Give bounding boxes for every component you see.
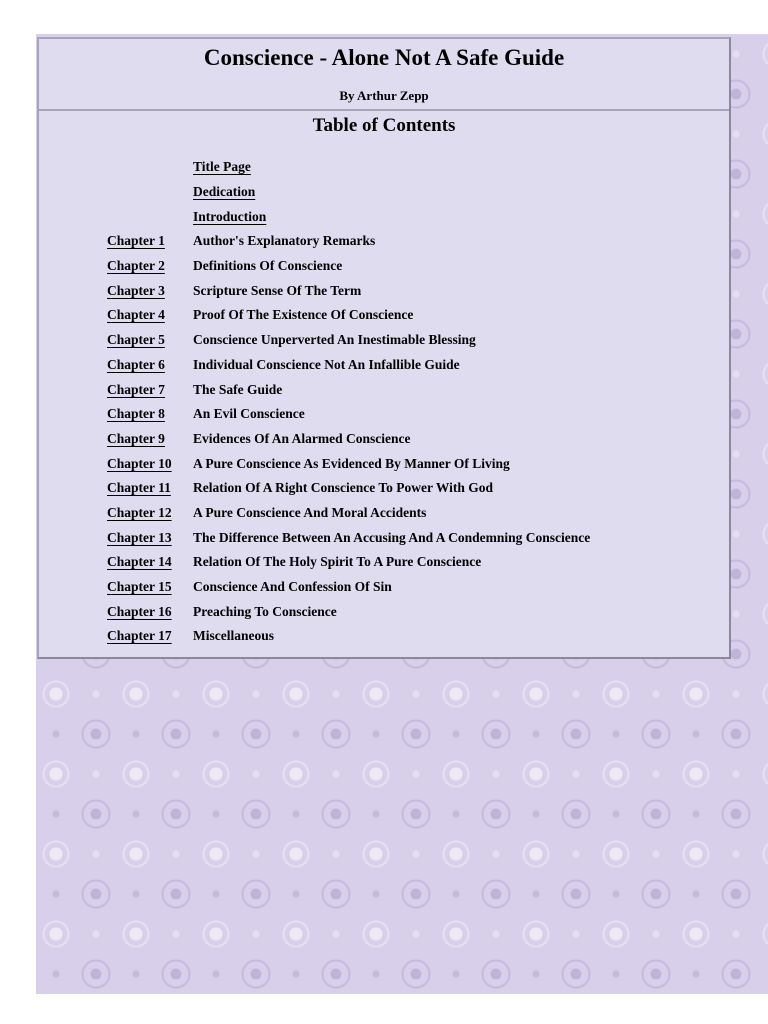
chapter-link[interactable]: Chapter 9 — [107, 430, 165, 446]
toc-row-chapter — [107, 328, 590, 353]
toc-title-cell — [193, 204, 590, 229]
toc-title-cell — [193, 180, 590, 205]
toc-num-cell — [107, 254, 193, 279]
chapter-title: Definitions Of Conscience — [193, 258, 343, 274]
chapter-link[interactable]: Chapter 13 — [107, 529, 172, 545]
chapter-title: Miscellaneous — [193, 628, 274, 644]
chapter-link[interactable]: Chapter 17 — [107, 628, 172, 644]
toc-row-chapter — [107, 550, 590, 575]
toc-num-cell — [107, 476, 193, 501]
toc-row-chapter — [107, 599, 590, 624]
toc-num-cell — [107, 402, 193, 427]
chapter-title: A Pure Conscience As Evidenced By Manner Of Living — [193, 455, 510, 471]
chapter-title: Scripture Sense Of The Term — [193, 282, 362, 298]
front-matter-link[interactable]: Title Page — [193, 159, 251, 175]
toc-row-chapter — [107, 254, 590, 279]
chapter-link[interactable]: Chapter 11 — [107, 480, 171, 496]
toc-num-cell — [107, 451, 193, 476]
toc-row-chapter — [107, 476, 590, 501]
chapter-title: The Safe Guide — [193, 381, 283, 397]
toc-row-chapter — [107, 229, 590, 254]
toc-row-chapter — [107, 402, 590, 427]
chapter-title: Evidences Of An Alarmed Conscience — [193, 430, 411, 446]
toc-num-empty — [107, 204, 193, 229]
chapter-link[interactable]: Chapter 3 — [107, 282, 165, 298]
toc-row-chapter — [107, 427, 590, 452]
chapter-link[interactable]: Chapter 10 — [107, 455, 172, 471]
toc-num-cell — [107, 328, 193, 353]
chapter-link[interactable]: Chapter 8 — [107, 406, 165, 422]
toc-row-chapter — [107, 303, 590, 328]
chapter-link[interactable]: Chapter 6 — [107, 356, 165, 372]
toc-row-front-matter — [107, 180, 590, 205]
toc-title-cell — [193, 155, 590, 180]
chapter-link[interactable]: Chapter 12 — [107, 504, 172, 520]
chapter-title: Conscience Unperverted An Inestimable Blessing — [193, 332, 476, 348]
chapter-title: Individual Conscience Not An Infallible Guide — [193, 356, 460, 372]
toc-num-cell — [107, 624, 193, 649]
toc-row-chapter — [107, 353, 590, 378]
chapter-title: The Difference Between An Accusing And A Condemning Conscience — [193, 529, 591, 545]
chapter-link[interactable]: Chapter 14 — [107, 554, 172, 570]
toc-row-front-matter — [107, 204, 590, 229]
toc-row-chapter — [107, 501, 590, 526]
author-line: By Arthur Zepp — [339, 88, 429, 103]
toc-heading: Table of Contents — [312, 115, 456, 136]
toc-num-empty — [107, 155, 193, 180]
chapter-link[interactable]: Chapter 7 — [107, 381, 165, 397]
chapter-link[interactable]: Chapter 5 — [107, 332, 165, 348]
chapter-link[interactable]: Chapter 16 — [107, 603, 172, 619]
book-title: Conscience - Alone Not A Safe Guide — [203, 45, 565, 70]
chapter-title: A Pure Conscience And Moral Accidents — [193, 504, 427, 520]
toc-row-chapter — [107, 451, 590, 476]
chapter-title: Preaching To Conscience — [193, 603, 337, 619]
chapter-title: An Evil Conscience — [193, 406, 305, 422]
toc-num-cell — [107, 525, 193, 550]
toc-table — [107, 155, 590, 649]
chapter-title: Proof Of The Existence Of Conscience — [193, 307, 414, 323]
toc-num-cell — [107, 427, 193, 452]
toc-num-cell — [107, 353, 193, 378]
chapter-link[interactable]: Chapter 15 — [107, 579, 172, 595]
table-of-contents — [39, 111, 729, 657]
chapter-title: Author's Explanatory Remarks — [193, 233, 376, 249]
toc-row-chapter — [107, 624, 590, 649]
content-panel — [37, 37, 731, 659]
toc-row-chapter — [107, 525, 590, 550]
toc-row-chapter — [107, 278, 590, 303]
chapter-title: Conscience And Confession Of Sin — [193, 579, 392, 595]
chapter-title: Relation Of A Right Conscience To Power With God — [193, 480, 494, 496]
toc-num-cell — [107, 599, 193, 624]
chapter-link[interactable]: Chapter 2 — [107, 258, 165, 274]
toc-row-front-matter — [107, 155, 590, 180]
chapter-link[interactable]: Chapter 4 — [107, 307, 165, 323]
toc-num-cell — [107, 550, 193, 575]
toc-num-cell — [107, 229, 193, 254]
toc-num-cell — [107, 575, 193, 600]
toc-num-cell — [107, 377, 193, 402]
toc-num-cell — [107, 501, 193, 526]
toc-num-cell — [107, 303, 193, 328]
toc-num-cell — [107, 278, 193, 303]
front-matter-link[interactable]: Introduction — [193, 208, 267, 224]
toc-num-empty — [107, 180, 193, 205]
chapter-title: Relation Of The Holy Spirit To A Pure Conscience — [193, 554, 482, 570]
toc-row-chapter — [107, 377, 590, 402]
toc-row-chapter — [107, 575, 590, 600]
chapter-link[interactable]: Chapter 1 — [107, 233, 165, 249]
book-header — [39, 39, 729, 111]
front-matter-link[interactable]: Dedication — [193, 184, 256, 200]
